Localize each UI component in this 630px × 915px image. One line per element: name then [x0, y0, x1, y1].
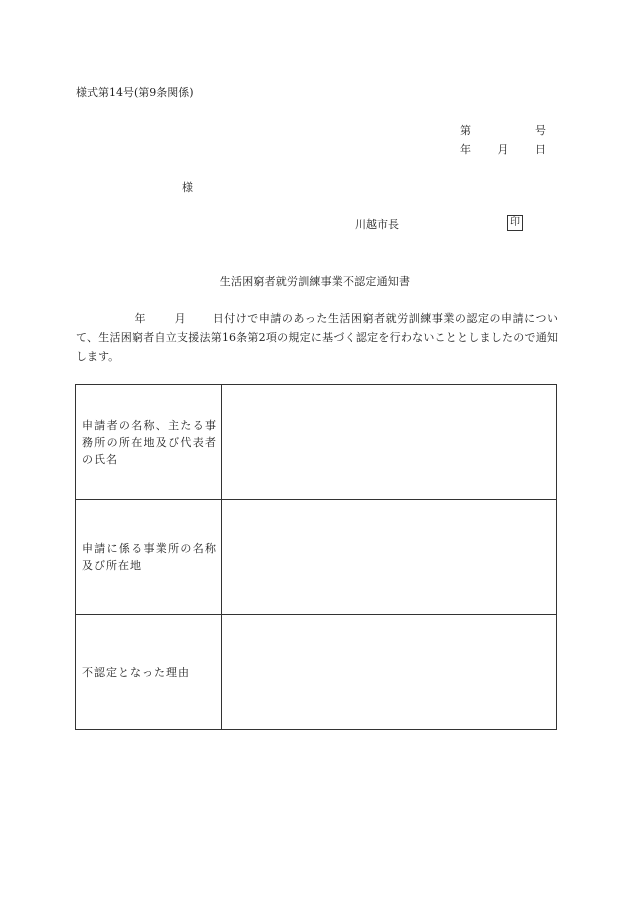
body-year-label: 年 — [134, 312, 147, 325]
body-month-label: 月 — [174, 312, 187, 325]
details-table — [75, 384, 557, 730]
number-suffix: 号 — [535, 124, 546, 137]
issue-date — [460, 141, 546, 157]
table-row — [76, 385, 557, 500]
table-row — [76, 500, 557, 615]
issuer-name: 川越市長 — [355, 218, 399, 231]
row-label-applicant: 申請者の名称、主たる事務所の所在地及び代表者の氏名 — [76, 385, 222, 500]
form-number: 様式第14号(第9条関係) — [76, 86, 194, 99]
document-number — [460, 122, 546, 138]
row-value-reason — [222, 615, 557, 730]
addressee-suffix: 様 — [182, 181, 193, 194]
row-label-reason: 不認定となった理由 — [76, 615, 222, 730]
number-prefix: 第 — [460, 124, 471, 137]
date-day-label: 日 — [535, 143, 546, 156]
body-text: 日付けで申請のあった生活困窮者就労訓練事業の認定の申請について、生活困窮者自立支援法第16条第2項の規定に基づく認定を行わないこととしましたので通知します。 — [76, 312, 558, 363]
body-paragraph — [76, 309, 558, 366]
date-year-label: 年 — [460, 143, 471, 156]
row-value-applicant — [222, 385, 557, 500]
row-value-facility — [222, 500, 557, 615]
document-title: 生活困窮者就労訓練事業不認定通知書 — [219, 275, 411, 288]
date-month-label: 月 — [497, 143, 509, 156]
row-label-facility: 申請に係る事業所の名称及び所在地 — [76, 500, 222, 615]
seal-stamp: 印 — [507, 215, 523, 231]
table-row — [76, 615, 557, 730]
